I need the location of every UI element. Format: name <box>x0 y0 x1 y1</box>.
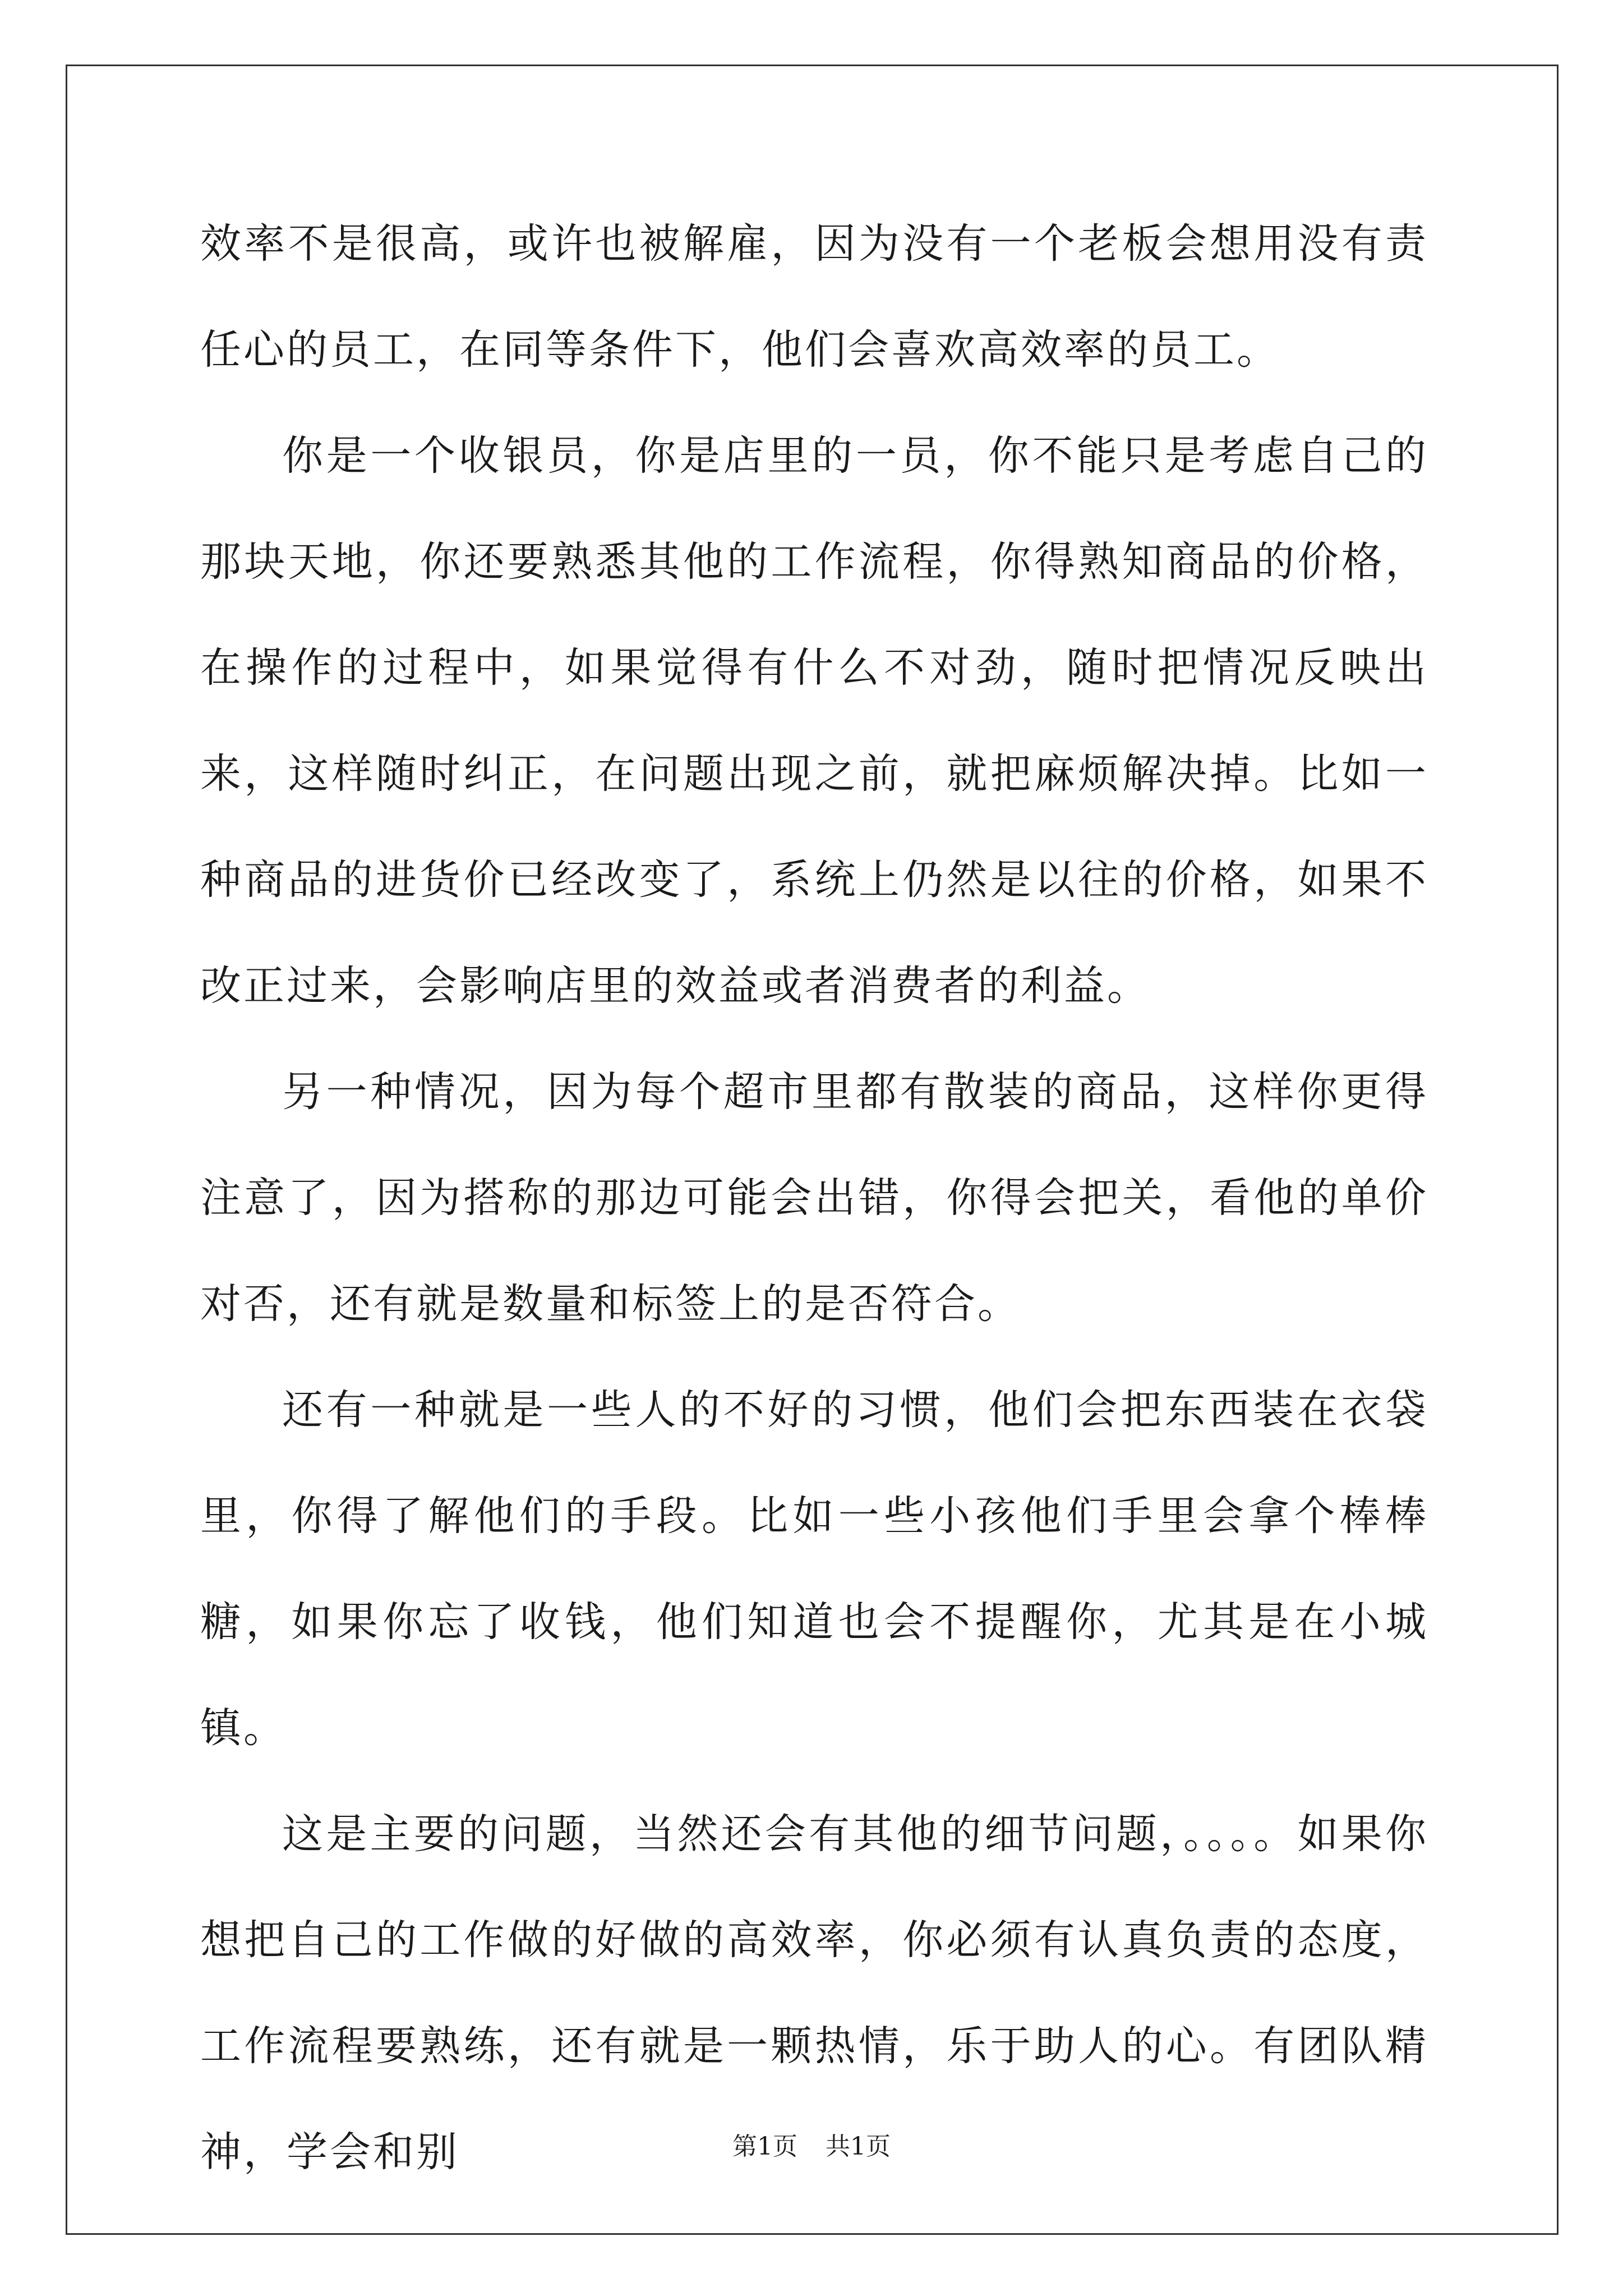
page-total: 共1页 <box>826 2132 891 2161</box>
paragraph-1: 效率不是很高，或许也被解雇，因为没有一个老板会想用没有责任心的员工，在同等条件下，他们会喜欢高效率的员工。 <box>200 220 1428 374</box>
page-number: 第1页 <box>732 2132 797 2161</box>
paragraph-4: 还有一种就是一些人的不好的习惯，他们会把东西装在衣袋里，你得了解他们的手段。比如一些小孩他们手里会拿个棒棒糖，如果你忘了收钱，他们知道也会不提醒你，尤其是在小城镇。 <box>200 1386 1428 1752</box>
paragraph-2: 你是一个收银员，你是店里的一员，你不能只是考虑自己的那块天地，你还要熟悉其他的工作流程，你得熟知商品的价格，在操作的过程中，如果觉得有什么不对劲，随时把情况反映出来，这样随时纠正，在问题出现之前，就把麻烦解决掉。比如一种商品的进货价已经改变了，系统上仍然是以往的价格，如果不改正过来，会影响店里的效益或者消费者的利益。 <box>200 432 1428 1010</box>
document-body <box>200 191 1428 2205</box>
paragraph-3: 另一种情况，因为每个超市里都有散装的商品，这样你更得注意了，因为搭称的那边可能会出错，你得会把关，看他的单价对否，还有就是数量和标签上的是否符合。 <box>200 1068 1428 1328</box>
page-footer <box>0 2130 1623 2164</box>
paragraph-5: 这是主要的问题，当然还会有其他的细节问题，。。。。如果你想把自己的工作做的好做的高效率，你必须有认真负责的态度，工作流程要熟练，还有就是一颗热情，乐于助人的心。有团队精神，学会和别 <box>200 1810 1428 2176</box>
